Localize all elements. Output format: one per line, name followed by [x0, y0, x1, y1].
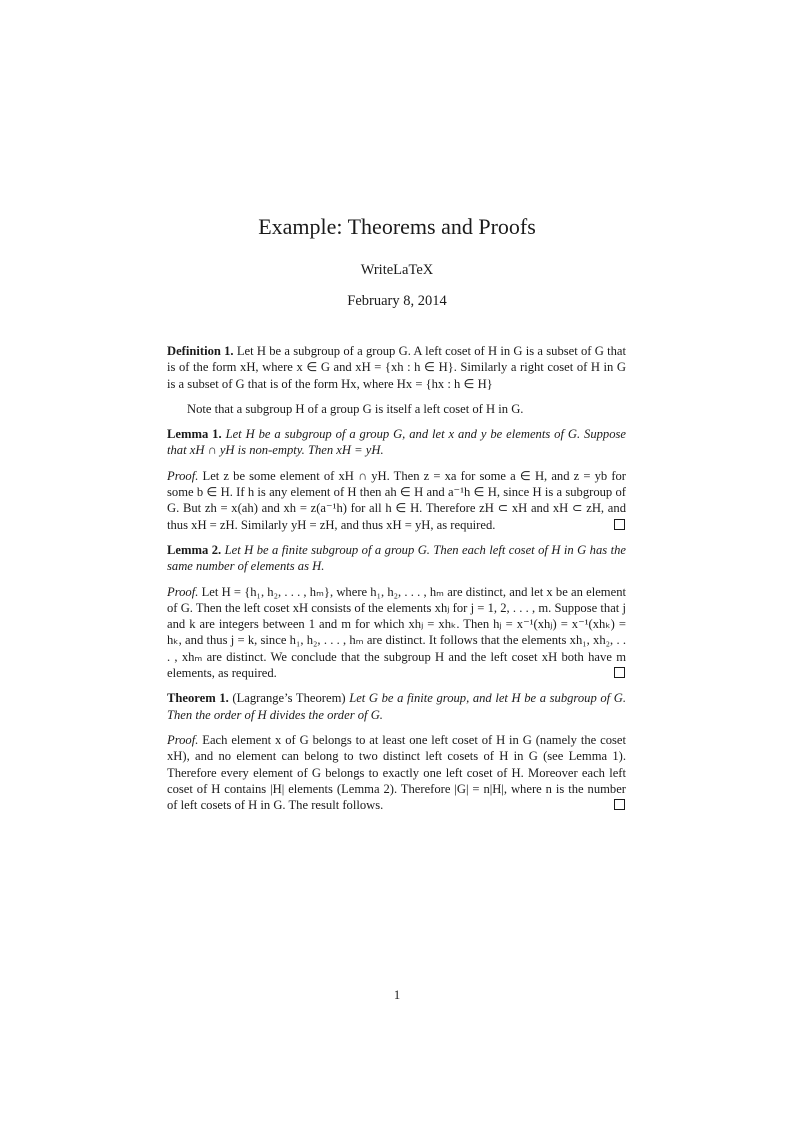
theorem-1 — [167, 690, 626, 723]
proof-label: Proof. — [167, 584, 199, 599]
proof-label: Proof. — [167, 468, 199, 483]
proof-lemma-1 — [167, 468, 626, 533]
definition-heading: Definition 1. — [167, 344, 234, 358]
definition-text: Let H be a subgroup of a group G. A left coset of H in G is a subset of G that is of the form xH, where x ∈ G and xH = {xh : h ∈ H}. Similarly a right coset of H in G is a subset of G that is of the form Hx, where Hx = {hx : h ∈ H} — [167, 344, 626, 391]
lemma-2-heading: Lemma 2. — [167, 542, 222, 557]
qed-square-icon — [614, 799, 625, 810]
theorem-1-name: (Lagrange’s Theorem) — [232, 691, 346, 706]
lemma-1 — [167, 426, 626, 459]
qed-square-icon — [614, 519, 625, 530]
document-author: WriteLaTeX — [360, 262, 434, 278]
definition-1 — [167, 343, 626, 392]
page-number: 1 — [393, 988, 401, 1002]
lemma-2 — [167, 542, 626, 575]
proof-theorem-1 — [167, 732, 626, 813]
lemma-1-statement: Let H be a subgroup of a group G, and let x and y be elements of G. Suppose that xH ∩ yH is non-empty. Then xH = yH. — [167, 427, 626, 458]
proof-lemma-2 — [167, 584, 626, 682]
theorem-1-heading: Theorem 1. — [167, 691, 229, 706]
theorem-1-statement: Let G be a finite group, and let H be a subgroup of G. Then the order of H divides the order of G. — [167, 691, 626, 722]
document-date: February 8, 2014 — [347, 293, 447, 309]
lemma-2-statement: Let H be a finite subgroup of a group G. Then each left coset of H in G has the same number of elements as H. — [167, 542, 626, 574]
note-paragraph — [167, 401, 626, 417]
document-body — [167, 343, 626, 822]
proof-text: Let H = {h₁, h₂, . . . , hₘ}, where h₁, h₂, . . . , hₘ are distinct, and let x be an element of G. Then the left coset xH consists of the elements xhⱼ for j = 1, 2, . . . , m. Suppose that j and k are integers between 1 and m for which xhⱼ = xhₖ. Then hⱼ = x⁻¹(xhⱼ) = x⁻¹(xhₖ) = hₖ, and thus j = k, since h₁, h₂, . . . , hₘ are distinct. It follows that the elements xh₁, xh₂, . . . , xhₘ are distinct. We conclude that the subgroup H and the left coset xH both have m elements, as required. — [167, 584, 626, 681]
lemma-1-heading: Lemma 1. — [167, 427, 222, 442]
qed-square-icon — [614, 667, 625, 678]
proof-label: Proof. — [167, 732, 199, 747]
proof-text: Each element x of G belongs to at least one left coset of H in G (namely the coset xH), and no element can belong to two distinct left cosets of H in G (see Lemma 1). Therefore every element of G belongs to exactly one left coset of H. Moreover each left coset of H contains |H| elements (Lemma 2). Therefore |G| = n|H|, where n is the number of left cosets of H in G. The result follows. — [167, 732, 626, 813]
proof-text: Let z be some element of xH ∩ yH. Then z = xa for some a ∈ H, and z = yb for some b ∈ H. If h is any element of H then ah ∈ H and a⁻¹h ∈ H, since H is a subgroup of G. But zh = x(ah) and xh = z(a⁻¹h) for all h ∈ H. Therefore zH ⊂ xH and xH ⊂ zH, and thus xH = zH. Similarly yH = zH, and thus xH = yH, as required. — [167, 468, 627, 532]
document-title: Example: Theorems and Proofs — [258, 214, 536, 239]
note-text: Note that a subgroup H of a group G is itself a left coset of H in G. — [187, 401, 524, 416]
